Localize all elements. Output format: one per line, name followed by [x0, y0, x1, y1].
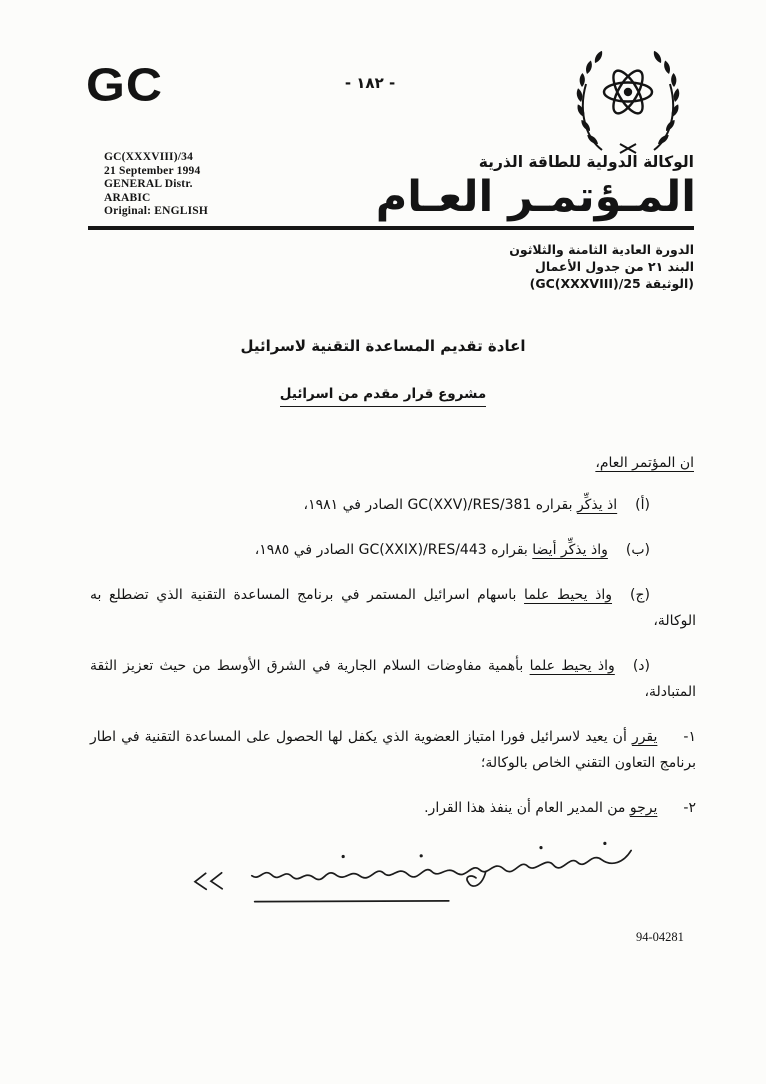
gc-logo: GC [86, 59, 163, 111]
doc-distribution: GENERAL Distr. [104, 178, 193, 190]
paragraph-label: (د) [632, 658, 650, 674]
preamble-paragraph-d [90, 653, 696, 705]
related-document: (الوثيقة ⁦GC(XXXVIII)/25⁩) [529, 276, 694, 291]
operative-paragraph-2 [90, 795, 696, 821]
document-number: 94-04281 [636, 930, 684, 944]
doc-info-block [104, 151, 208, 219]
opening-text: ان المؤتمر العام، [595, 455, 694, 471]
paragraph-lead: واذ يذكِّر أيضا [532, 542, 608, 558]
preamble-paragraph-b [90, 537, 696, 563]
operative-paragraph-1 [90, 724, 696, 776]
paragraph-number: ١- [683, 729, 696, 745]
agenda-item: البند ٢١ من جدول الأعمال [535, 259, 694, 274]
paragraph-text: أن يعيد لاسرائيل فورا امتياز العضوية الذي يكفل لها الحصول على المساعدة التقنية في اطار برنامج التعاون التقني الخاص بالوكالة؛ [90, 729, 696, 771]
doc-original-language: Original: ENGLISH [104, 205, 209, 217]
masthead-rule [88, 226, 694, 230]
iaea-emblem-icon [568, 46, 690, 160]
conference-title: المـؤتمـر العـام [375, 172, 696, 222]
page-number: - ١٨٢ - [344, 74, 396, 92]
document-subtitle: مشروع قرار مقدم من اسرائيل [280, 386, 486, 407]
preamble-paragraph-c [90, 582, 696, 634]
handwritten-annotation [175, 828, 658, 931]
paragraph-lead: واذ يحيط علما [529, 658, 615, 674]
paragraph-lead: يرجو [629, 800, 658, 816]
paragraph-lead: اذ يذكِّر [576, 497, 618, 513]
paragraph-label: (ج) [630, 587, 650, 603]
paragraph-text: بقراره ⁦GC(XXIX)/RES/443⁩ الصادر في ١٩٨٥، [254, 542, 533, 558]
document-title: اعادة تقديم المساعدة التقنية لاسرائيل [240, 337, 526, 355]
resolution-body [90, 492, 696, 840]
paragraph-number: ٢- [683, 800, 696, 816]
paragraph-label: (أ) [635, 497, 650, 513]
doc-date: 21 September 1994 [104, 164, 201, 177]
paragraph-lead: واذ يحيط علما [524, 587, 613, 603]
document-subtitle-row [0, 383, 766, 407]
paragraph-text: بقراره ⁦GC(XXV)/RES/381⁩ الصادر في ١٩٨١، [303, 497, 577, 513]
paragraph-label: (ب) [625, 542, 650, 558]
opening-phrase [595, 455, 694, 471]
preamble-paragraph-a [90, 492, 696, 518]
agency-name: الوكالة الدولية للطاقة الذرية [478, 153, 694, 171]
doc-language: ARABIC [104, 191, 151, 204]
doc-ref: GC(XXXVIII)/34 [104, 151, 194, 163]
session-number: الدورة العادية الثامنة والثلاثون [509, 242, 694, 257]
paragraph-lead: يقرر [631, 729, 658, 745]
paragraph-text: من المدير العام أن ينفذ هذا القرار. [424, 800, 630, 816]
paragraph-text: باسهام اسرائيل المستمر في برنامج المساعدة التقنية الذي تضطلع به الوكالة، [90, 587, 696, 629]
paragraph-text: بأهمية مفاوضات السلام الجارية في الشرق الأوسط من حيث تعزيز الثقة المتبادلة، [90, 658, 696, 700]
session-block [509, 241, 694, 292]
